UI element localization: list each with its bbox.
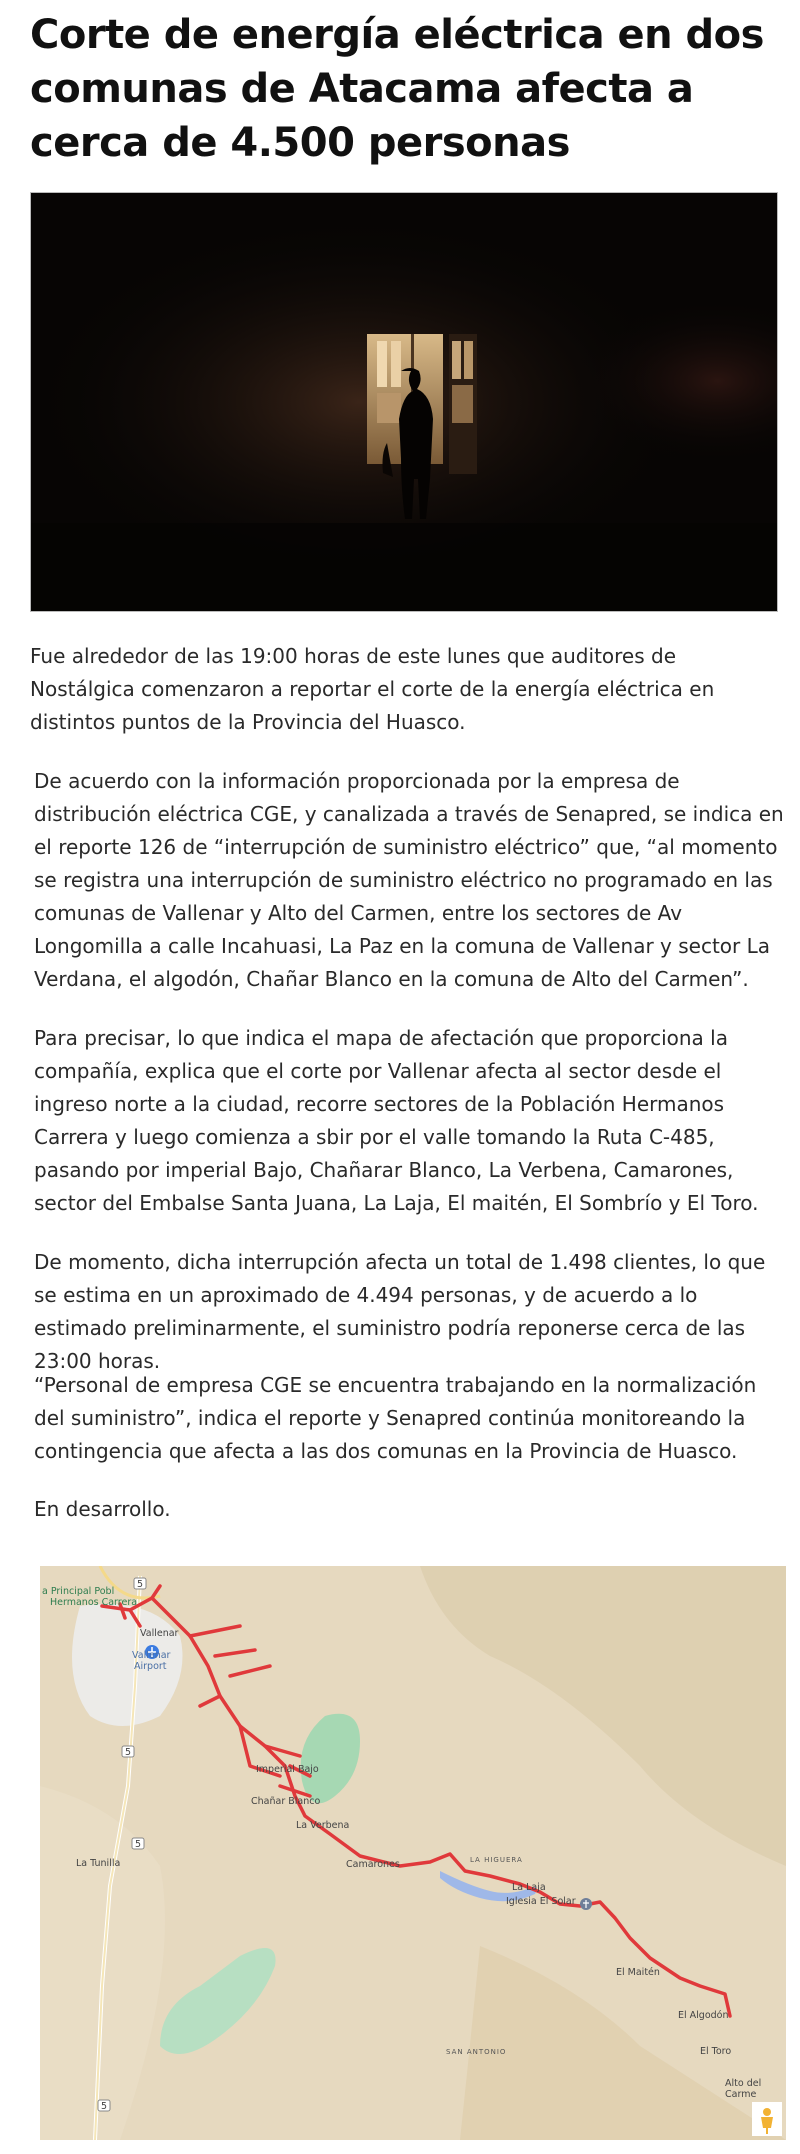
svg-text:La Tunilla: La Tunilla [76, 1858, 121, 1869]
svg-text:Hermanos Carrera: Hermanos Carrera [50, 1597, 138, 1608]
svg-text:La Laja: La Laja [512, 1882, 546, 1893]
svg-text:a Principal Pobl: a Principal Pobl [42, 1586, 115, 1597]
dark-room-photo [31, 193, 777, 611]
svg-text:Iglesia El Solar: Iglesia El Solar [506, 1896, 576, 1907]
article-headline: Corte de energía eléctrica en dos comunas de Atacama afecta a cerca de 4.500 personas [30, 12, 764, 166]
route-shield [122, 1746, 134, 1758]
svg-text:SAN ANTONIO: SAN ANTONIO [446, 2048, 507, 2056]
article-paragraph: Fue alrededor de las 19:00 horas de este lunes que auditores de Nostálgica comenzaron a reportar el corte de la energía eléctrica en distintos puntos de la Provincia del Huasco. [30, 644, 715, 734]
route-shield [132, 1838, 144, 1850]
svg-text:5: 5 [124, 1747, 132, 1758]
article-paragraph: Para precisar, lo que indica el mapa de afectación que proporciona la compañía, explica que el corte por Vallenar afecta al sector desde el ingreso norte a la ciudad, recorre sectores de la Población Hermanos Carrera y luego comienza a sbir por el valle tomando la Ruta C-485, pasando por imperial Bajo, Chañarar Blanco, La Verbena, Camarones, sector del Embalse Santa Juana, La Laja, El maitén, El Sombrío y El Toro. [34, 1026, 759, 1215]
svg-text:5: 5 [100, 2101, 108, 2112]
article-hero-image [30, 192, 778, 612]
article-paragraph: De momento, dicha interrupción afecta un total de 1.498 clientes, lo que se estima en un aproximado de 4.494 personas, y de acuerdo a lo estimado preliminarmente, el suministro podría reponerse cerca de las 23:00 horas. [34, 1250, 766, 1373]
outage-map-canvas[interactable] [40, 1566, 786, 2140]
route-shield [98, 2100, 110, 2112]
article-paragraph: “Personal de empresa CGE se encuentra trabajando en la normalización del suministro”, indica el reporte y Senapred continúa monitoreando la contingencia que afecta a las dos comunas en la Provincia de Huasco. [34, 1373, 757, 1463]
street-view-pegman-icon[interactable] [752, 2102, 782, 2136]
svg-text:Camarones: Camarones [346, 1859, 400, 1870]
svg-text:LA HIGUERA: LA HIGUERA [470, 1856, 523, 1864]
svg-text:El Maitén: El Maitén [616, 1967, 660, 1978]
svg-text:Carme: Carme [725, 2089, 757, 2100]
article-paragraph: De acuerdo con la información proporcionada por la empresa de distribución eléctrica CGE, y canalizada a través de Senapred, se indica en el reporte 126 de “interrupción de suministro eléctrico” que, “al momento se registra una interrupción de suministro eléctrico no programado en las comunas de Vallenar y Alto del Carmen, entre los sectores de Av Longomilla a calle Incahuasi, La Paz en la comuna de Vallenar y sector La Verdana, el algodón, Chañar Blanco en la comuna de Alto del Carmen”. [34, 769, 784, 991]
svg-text:Imperial Bajo: Imperial Bajo [256, 1764, 319, 1775]
svg-text:Vallenar: Vallenar [140, 1628, 179, 1639]
svg-text:El Algodón: El Algodón [678, 2010, 729, 2021]
svg-text:El Toro: El Toro [700, 2046, 732, 2057]
outage-map[interactable] [40, 1566, 786, 2140]
svg-text:Alto del: Alto del [725, 2078, 762, 2089]
svg-text:5: 5 [134, 1839, 142, 1850]
svg-text:La Verbena: La Verbena [296, 1820, 350, 1831]
svg-text:Chañar Blanco: Chañar Blanco [251, 1796, 321, 1807]
svg-text:Airport: Airport [134, 1661, 167, 1672]
article-paragraph: En desarrollo. [34, 1497, 171, 1521]
svg-text:Vallenar: Vallenar [132, 1650, 171, 1661]
svg-text:5: 5 [136, 1579, 144, 1590]
route-shield [134, 1578, 146, 1590]
